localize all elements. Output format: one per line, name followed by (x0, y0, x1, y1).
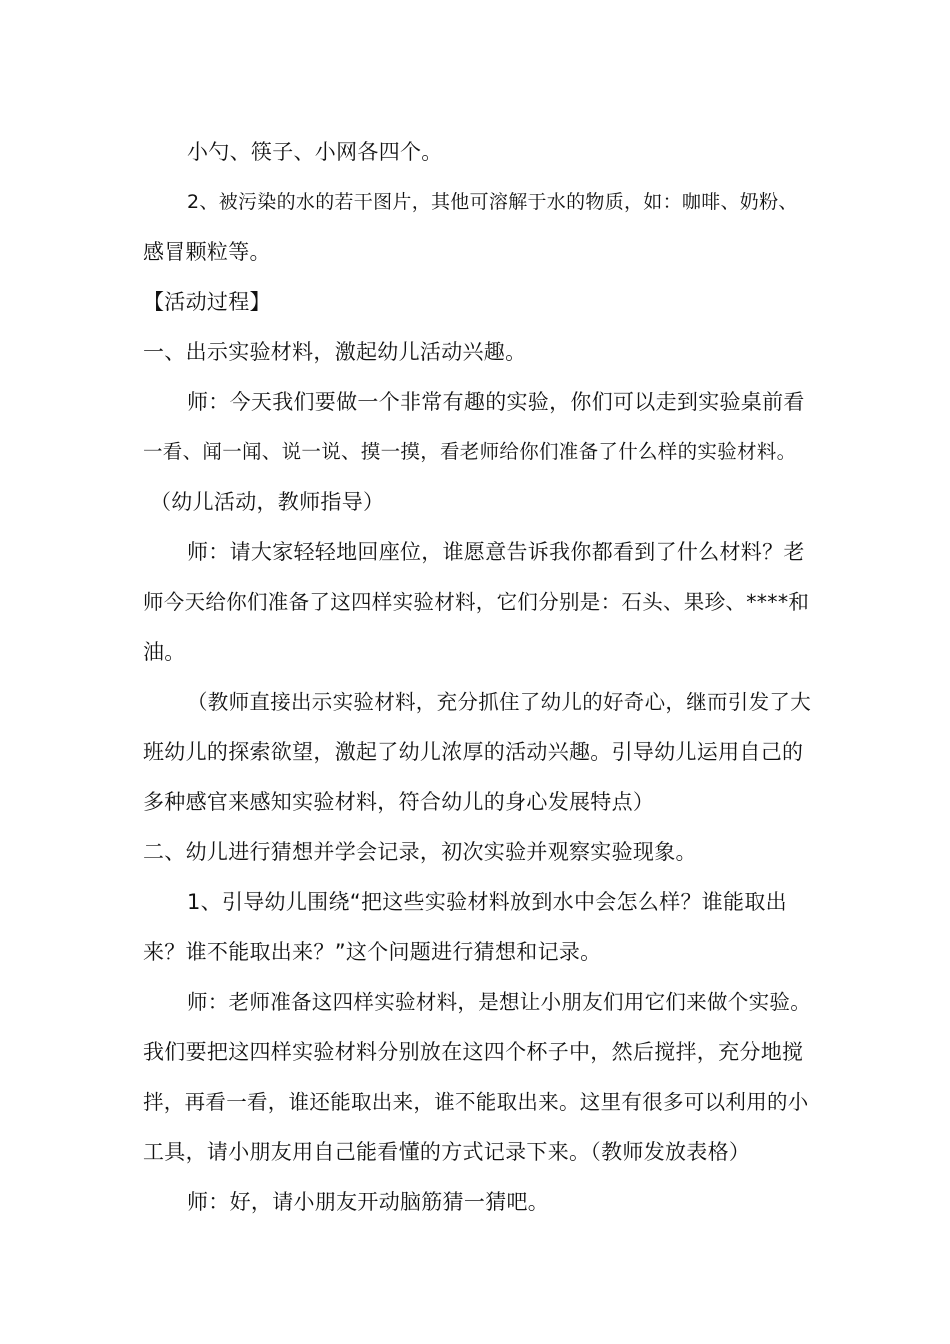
text-line: 来？谁不能取出来？”这个问题进行猜想和记录。 (143, 940, 602, 964)
text-line: 感冒颗粒等。 (143, 240, 271, 264)
text-line: 师：老师准备这四样实验材料，是想让小朋友们用它们来做个实验。 (187, 990, 811, 1014)
text-line: （教师直接出示实验材料，充分抓住了幼儿的好奇心，继而引发了大 (187, 690, 811, 714)
text-line: 师：今天我们要做一个非常有趣的实验，你们可以走到实验桌前看 (187, 390, 805, 414)
text-line: 师今天给你们准备了这四样实验材料，它们分别是：石头、果珍、****和 (143, 590, 810, 614)
text-line: 2、被污染的水的若干图片，其他可溶解于水的物质，如：咖啡、奶粉、 (187, 191, 798, 213)
text-line: 拌，再看一看，谁还能取出来，谁不能取出来。这里有很多可以利用的小 (143, 1090, 809, 1114)
text-line: 油。 (143, 640, 186, 664)
text-line: 师：请大家轻轻地回座位，谁愿意告诉我你都看到了什么材料？老 (187, 540, 805, 564)
text-line: 工具，请小朋友用自己能看懂的方式记录下来。（教师发放表格） (143, 1140, 751, 1164)
text-line: 我们要把这四样实验材料分别放在这四个杯子中，然后搅拌，充分地搅 (143, 1040, 804, 1064)
text-line: 一看、闻一闻、说一说、摸一摸，看老师给你们准备了什么样的实验材料。 (143, 440, 797, 463)
text-line: （幼儿活动，教师指导） (150, 490, 385, 514)
section-title: 二、幼儿进行猜想并学会记录，初次实验并观察实验现象。 (143, 840, 697, 864)
text-line: 班幼儿的探索欲望，激起了幼儿浓厚的活动兴趣。引导幼儿运用自己的 (143, 740, 804, 764)
text-line: 多种感官来感知实验材料，符合幼儿的身心发展特点） (143, 790, 655, 814)
text-line: 1、引导幼儿围绕“把这些实验材料放到水中会怎么样？谁能取出 (187, 890, 787, 914)
text-line: 小勺、筷子、小网各四个。 (187, 140, 443, 164)
section-title: 一、出示实验材料，激起幼儿活动兴趣。 (143, 340, 527, 364)
section-heading: 【活动过程】 (143, 290, 271, 314)
text-line: 师：好，请小朋友开动脑筋猜一猜吧。 (187, 1190, 550, 1214)
